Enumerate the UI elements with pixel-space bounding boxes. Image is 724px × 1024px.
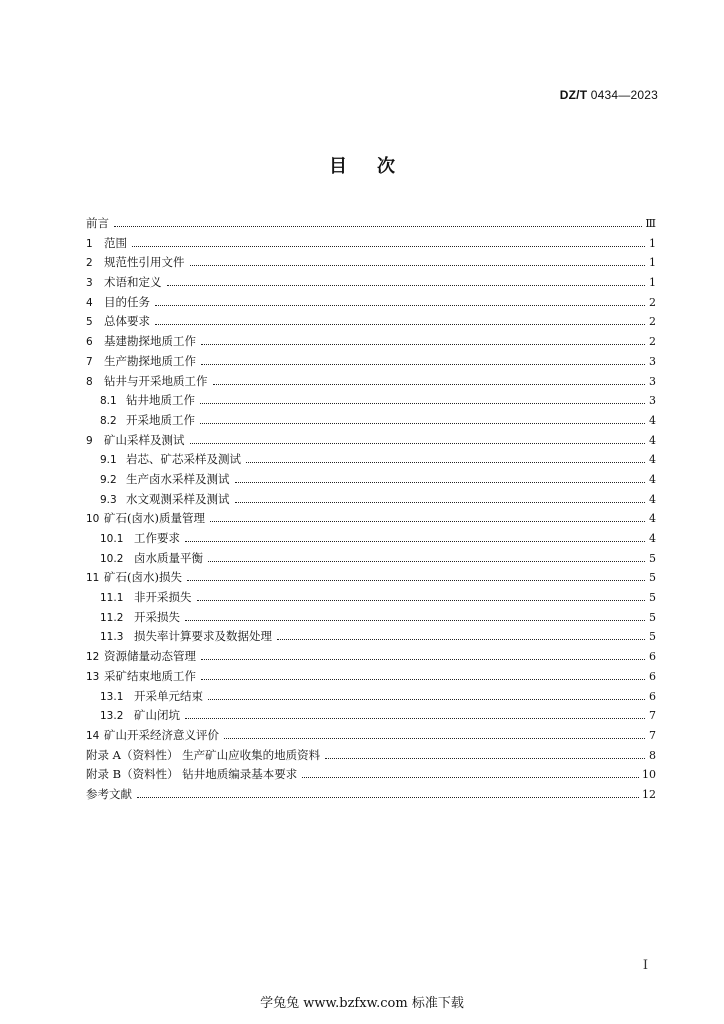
toc-dot-leader (213, 383, 646, 385)
toc-entry-title: 矿山开采经济意义评价 (104, 727, 219, 742)
toc-entry-number: 10.2 (100, 552, 124, 565)
toc-entry-title: 开采地质工作 (126, 412, 195, 427)
toc-entry-page: 2 (649, 295, 656, 309)
toc-entry-page: 12 (642, 787, 656, 801)
toc-entry-title: 水文观测采样及测试 (126, 491, 230, 506)
toc-entry-page: 6 (649, 669, 656, 683)
toc-dot-leader (208, 560, 645, 562)
toc-entry-page: 7 (649, 709, 656, 723)
toc-entry-title: 附录 A（资料性） 生产矿山应收集的地质资料 (86, 747, 321, 762)
toc-entry[interactable] (86, 214, 656, 234)
table-of-contents (86, 214, 656, 805)
toc-dot-leader (190, 264, 646, 266)
toc-entry-title: 工作要求 (134, 531, 180, 545)
toc-entry-title: 卤水质量平衡 (134, 550, 203, 565)
toc-entry-page: 4 (649, 472, 656, 486)
toc-entry[interactable] (86, 765, 656, 785)
toc-entry-number: 5 (86, 316, 93, 329)
toc-entry-page: 5 (649, 551, 656, 565)
toc-entry-number: 9.3 (100, 493, 117, 506)
toc-dot-leader (155, 323, 645, 325)
toc-entry-page: 5 (649, 610, 656, 624)
toc-entry-title: 附录 B（资料性） 钻井地质编录基本要求 (86, 767, 298, 782)
toc-entry-page: 8 (649, 748, 656, 762)
toc-entry-number: 12 (86, 651, 100, 664)
toc-entry-page: 4 (649, 413, 656, 427)
toc-entry-number: 11 (86, 572, 100, 585)
toc-entry-page: Ⅲ (645, 217, 656, 230)
toc-dot-leader (208, 698, 645, 700)
toc-entry[interactable] (86, 312, 656, 332)
toc-entry-page: 1 (649, 256, 656, 270)
toc-dot-leader (114, 225, 642, 227)
toc-dot-leader (190, 442, 646, 444)
toc-entry-number: 11.2 (100, 611, 124, 624)
toc-dot-leader (187, 579, 645, 581)
toc-entry-page: 6 (649, 650, 656, 664)
toc-entry-page: 4 (649, 453, 656, 467)
toc-entry-title: 钻井与开采地质工作 (104, 373, 208, 388)
toc-dot-leader (155, 304, 645, 306)
toc-entry-number: 11.3 (100, 631, 124, 644)
toc-entry-number: 8 (86, 375, 93, 388)
toc-entry-number: 1 (86, 237, 93, 250)
toc-entry[interactable] (86, 352, 656, 372)
toc-entry-number: 8.1 (100, 395, 117, 408)
toc-entry-title: 生产勘探地质工作 (104, 353, 196, 368)
watermark-text: 学兔兔 www.bzfxw.com 标准下载 (260, 996, 464, 1011)
toc-entry[interactable] (86, 411, 656, 431)
toc-entry-page: 1 (649, 236, 656, 250)
toc-entry-title: 损失率计算要求及数据处理 (134, 629, 272, 644)
toc-entry[interactable] (86, 785, 656, 805)
toc-dot-leader (201, 343, 645, 345)
toc-entry-page: 4 (649, 512, 656, 526)
toc-entry-page: 5 (649, 591, 656, 605)
toc-entry-page: 2 (649, 335, 656, 349)
toc-entry-number: 10.1 (100, 533, 124, 545)
toc-entry-number: 13 (86, 670, 100, 683)
toc-entry[interactable] (86, 667, 656, 687)
toc-dot-leader (246, 461, 645, 463)
toc-dot-leader (201, 678, 645, 680)
toc-entry-page: 3 (649, 374, 656, 388)
toc-entry[interactable] (86, 391, 656, 411)
toc-entry-number: 10 (86, 513, 100, 526)
toc-entry[interactable] (86, 627, 656, 647)
toc-entry-number: 11.1 (100, 592, 124, 605)
toc-entry[interactable] (86, 332, 656, 352)
toc-entry-number: 8.2 (100, 414, 117, 427)
toc-entry-number: 7 (86, 355, 93, 368)
toc-entry-page: 3 (649, 394, 656, 408)
toc-dot-leader (137, 796, 639, 798)
toc-dot-leader (302, 776, 639, 778)
toc-entry[interactable] (86, 549, 656, 569)
toc-entry-number: 9.2 (100, 473, 117, 486)
toc-dot-leader (167, 284, 646, 286)
toc-entry-number: 9 (86, 434, 93, 447)
toc-dot-leader (185, 540, 645, 542)
toc-entry-page: 10 (642, 768, 656, 782)
toc-entry[interactable] (86, 431, 656, 451)
toc-entry[interactable] (86, 253, 656, 273)
page-number: I (642, 958, 648, 973)
toc-dot-leader (197, 599, 646, 601)
toc-entry[interactable] (86, 647, 656, 667)
toc-entry-title: 岩芯、矿芯采样及测试 (126, 452, 241, 467)
toc-entry[interactable] (86, 450, 656, 470)
toc-entry-number: 3 (86, 277, 93, 290)
toc-entry-title: 开采单元结束 (134, 688, 203, 703)
toc-entry[interactable] (86, 529, 656, 549)
toc-entry-number: 13.1 (100, 690, 124, 703)
toc-dot-leader (277, 638, 645, 640)
toc-dot-leader (235, 501, 646, 503)
toc-entry-title: 参考文献 (86, 786, 132, 801)
toc-entry-title: 矿山闭坑 (134, 708, 180, 723)
toc-entry[interactable] (86, 568, 656, 588)
toc-entry-number: 2 (86, 257, 93, 270)
toc-entry[interactable] (86, 726, 656, 746)
toc-entry-title: 矿石(卤水)质量管理 (104, 511, 205, 526)
toc-entry-title: 范围 (104, 235, 127, 250)
toc-entry-page: 4 (649, 433, 656, 447)
toc-entry-title: 非开采损失 (134, 590, 192, 605)
toc-entry-page: 5 (649, 571, 656, 585)
toc-entry-title: 目的任务 (104, 294, 150, 309)
toc-dot-leader (185, 619, 645, 621)
toc-dot-leader (325, 757, 645, 759)
toc-entry-number: 4 (86, 296, 93, 309)
standard-code-prefix: DZ/T (559, 88, 588, 102)
toc-entry-title: 矿山采样及测试 (104, 432, 185, 447)
toc-entry-page: 4 (649, 532, 656, 545)
toc-entry[interactable] (86, 706, 656, 726)
toc-entry[interactable] (86, 687, 656, 707)
toc-entry[interactable] (86, 470, 656, 490)
toc-entry[interactable] (86, 234, 656, 254)
toc-dot-leader (200, 402, 645, 404)
toc-entry-title: 采矿结束地质工作 (104, 668, 196, 683)
toc-entry-title: 开采损失 (134, 609, 180, 624)
toc-entry-title: 生产卤水采样及测试 (126, 471, 230, 486)
toc-entry-title: 钻井地质工作 (126, 393, 195, 408)
toc-entry-title: 规范性引用文件 (104, 255, 185, 270)
toc-dot-leader (200, 422, 645, 424)
toc-entry-number: 14 (86, 729, 100, 742)
toc-dot-leader (185, 717, 645, 719)
toc-dot-leader (235, 481, 646, 483)
toc-entry-title: 基建勘探地质工作 (104, 334, 196, 349)
toc-entry-number: 13.2 (100, 710, 124, 723)
toc-dot-leader (224, 737, 645, 739)
toc-dot-leader (210, 520, 645, 522)
toc-entry-page: 6 (649, 689, 656, 703)
toc-entry-title: 总体要求 (104, 314, 150, 329)
toc-entry-title: 资源储量动态管理 (104, 649, 196, 664)
standard-code-number: 0434—2023 (590, 88, 658, 102)
toc-entry[interactable] (86, 490, 656, 510)
toc-entry-number: 9.1 (100, 454, 117, 467)
standard-code (560, 88, 658, 102)
toc-entry-page: 3 (649, 354, 656, 368)
toc-entry-page: 2 (649, 315, 656, 329)
toc-dot-leader (132, 245, 645, 247)
toc-entry-title: 矿石(卤水)损失 (104, 570, 182, 585)
toc-entry-number: 6 (86, 336, 93, 349)
toc-entry[interactable] (86, 293, 656, 313)
toc-entry-page: 7 (649, 728, 656, 742)
toc-entry[interactable] (86, 746, 656, 766)
toc-entry[interactable] (86, 608, 656, 628)
toc-entry-page: 5 (649, 630, 656, 644)
toc-entry[interactable] (86, 509, 656, 529)
toc-entry-page: 1 (649, 276, 656, 290)
toc-dot-leader (201, 363, 645, 365)
toc-entry-title: 术语和定义 (104, 275, 162, 290)
toc-entry-title: 前言 (86, 216, 109, 230)
toc-entry-page: 4 (649, 492, 656, 506)
toc-dot-leader (201, 658, 645, 660)
toc-entry[interactable] (86, 372, 656, 392)
toc-entry[interactable] (86, 588, 656, 608)
toc-entry[interactable] (86, 273, 656, 293)
page-title: 目次 (329, 156, 425, 177)
